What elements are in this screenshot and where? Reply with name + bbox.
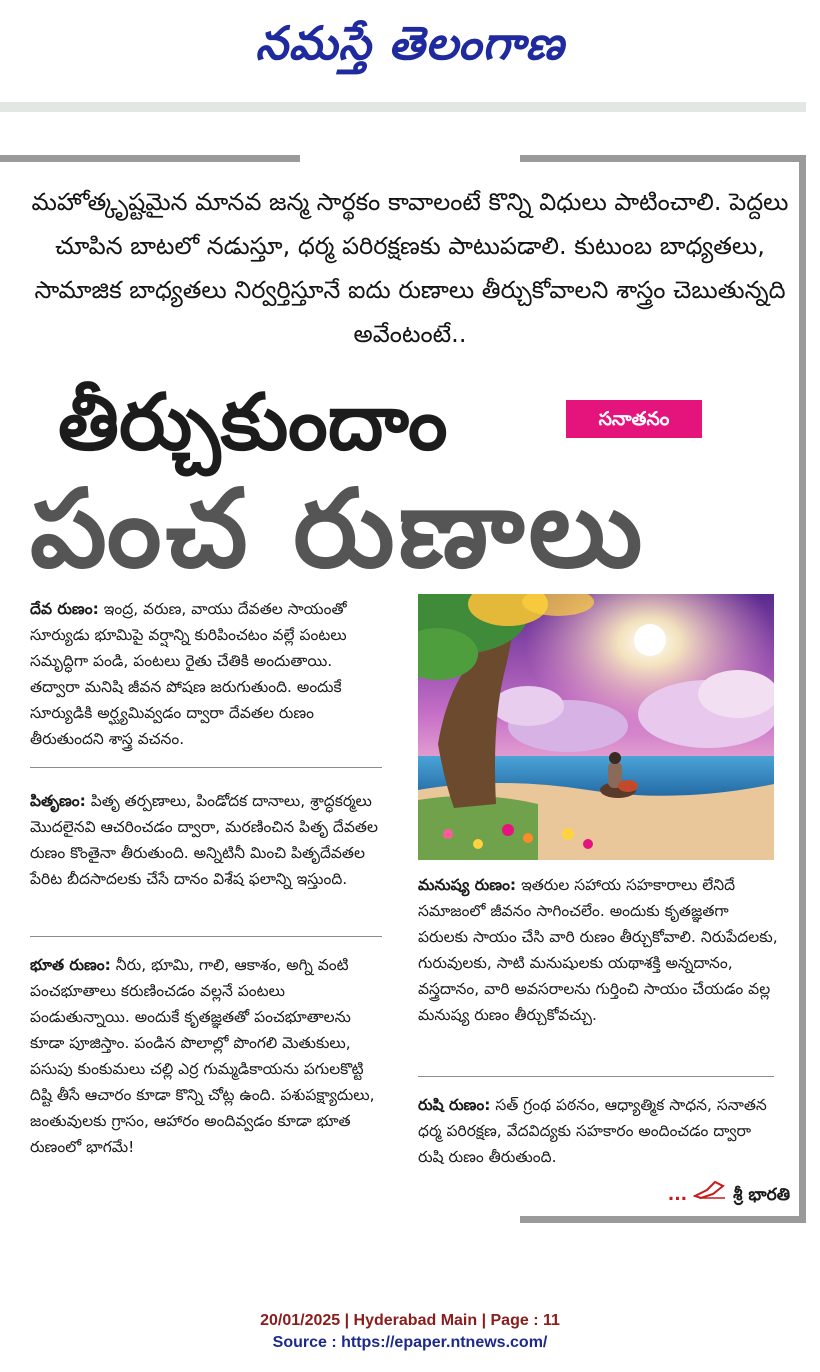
section-heading: మనుష్య రుణం: [418, 876, 517, 894]
section-text: పితృ తర్పణాలు, పిండోదక దానాలు, శ్రాద్ధకర్మలు మొదలైనవి ఆచరించడం ద్వారా, మరణించిన పితృ దేవతల రుణం కొంతైనా తీరుతుంది. అన్నిటినీ మించి పితృదేవతల పేరిట బీదసాదలకు చేసే దానం విశేష ఫలాన్ని ఇస్తుంది. [30, 792, 378, 888]
frame-border-top-left [0, 155, 300, 162]
intro-paragraph: మహోత్కృష్టమైన మానవ జన్మ సార్థకం కావాలంటే కొన్ని విధులు పాటించాలి. పెద్దలు చూపిన బాటలో నడుస్తూ, ధర్మ పరిరక్షణకు పాటుపడాలి. కుటుంబ బాధ్యతలు, సామాజిక బాధ్యతలు నిర్వర్తిస్తూనే ఐదు రుణాలు తీర్చుకోవాలని శాస్త్రం చెబుతున్నది అవేంటంటే.. [31, 188, 789, 348]
section-text: ఇంద్ర, వరుణ, వాయు దేవతల సాయంతో సూర్యుడు భూమిపై వర్షాన్ని కురిపించటం వల్లే పంటలు సమృద్ధిగా పండి, పంటలు రైతు చేతికి అందుతాయి. తద్వారా మనిషి జీవన పోషణ జరుగుతుంది. అందుకే సూర్యుడికి అర్ఘ్యమివ్వడం ద్వారా దేవతల రుణం తీరుతుందని శాస్త్ర వచనం. [30, 600, 347, 748]
section-text: సత్ గ్రంథ పఠనం, ఆధ్యాత్మిక సాధన, సనాతన ధర్మ పరిరక్షణ, వేదవిద్యకు సహకారం అందించడం ద్వారా రుషి రుణం తీరుతుంది. [418, 1096, 767, 1166]
section-heading: దేవ రుణం: [30, 600, 99, 618]
author-signature [560, 1180, 790, 1210]
illustration-image [418, 594, 774, 860]
pen-icon [693, 1180, 727, 1210]
section-pitru-runam [30, 788, 382, 892]
category-tag: సనాతనం [566, 400, 702, 438]
sunset-tree-illustration [418, 594, 774, 860]
author-name: శ్రీ భారతి [733, 1185, 790, 1205]
footer-edition-info: 20/01/2025 | Hyderabad Main | Page : 11 [260, 1312, 560, 1329]
section-text: ఇతరుల సహాయ సహకారాలు లేనిదే సమాజంలో జీవనం సాగించలేం. అందుకు కృతజ్ఞతగా పరులకు సాయం చేసి వారి రుణం తీర్చుకోవాలి. నిరుపేదలకు, గురువులకు, సాటి మనుషులకు యథాశక్తి అన్నదానం, వస్త్రదానం, వారి అవసరాలను గుర్తించి సాయం చేయడం వల్ల మనుష్య రుణం తీర్చుకోవచ్చు. [418, 876, 778, 1024]
frame-border-right [799, 155, 806, 1223]
section-divider [418, 1076, 774, 1077]
footer-source-link[interactable]: Source : https://epaper.ntnews.com/ [272, 1334, 548, 1351]
section-heading: పితృణం: [30, 792, 86, 810]
masthead-logo: నమస్తే తెలంగాణ [255, 16, 565, 70]
section-divider [30, 936, 382, 937]
signature-dots: ... [667, 1185, 688, 1205]
section-manushya-runam [418, 872, 778, 1028]
section-heading: భూత రుణం: [30, 956, 111, 974]
section-divider [30, 767, 382, 768]
masthead-divider [0, 102, 806, 112]
section-text: నీరు, భూమి, గాలి, ఆకాశం, అగ్ని వంటి పంచభూతాలు కరుణించడం వల్లనే పంటలు పండుతున్నాయి. అందుకే కృతజ్ఞతతో పంచభూతాలను కూడా పూజిస్తాం. పండిన పొలాల్లో పొంగలి మెతుకులు, పసుపు కుంకుమలు చల్లి ఎర్ర గుమ్మడికాయను పగులకొట్టి దిష్టి తీసే ఆచారం కూడా కొన్ని చోట్ల ఉంది. పశుపక్ష్యాదులు, జంతువులకు గ్రాసం, ఆహారం అందివ్వడం కూడా భూత రుణంలో భాగమే! [30, 956, 375, 1156]
frame-border-bottom [520, 1216, 806, 1223]
section-heading: రుషి రుణం: [418, 1096, 491, 1114]
headline-line2: పంచ రుణాలు [30, 467, 647, 592]
section-bhuta-runam [30, 952, 382, 1160]
headline-line1: తీర్చుకుందాం [58, 378, 448, 468]
section-deva-runam [30, 596, 382, 752]
masthead [0, 0, 820, 80]
frame-border-top-right [520, 155, 806, 162]
page-footer [0, 1310, 820, 1354]
section-rushi-runam [418, 1092, 778, 1170]
